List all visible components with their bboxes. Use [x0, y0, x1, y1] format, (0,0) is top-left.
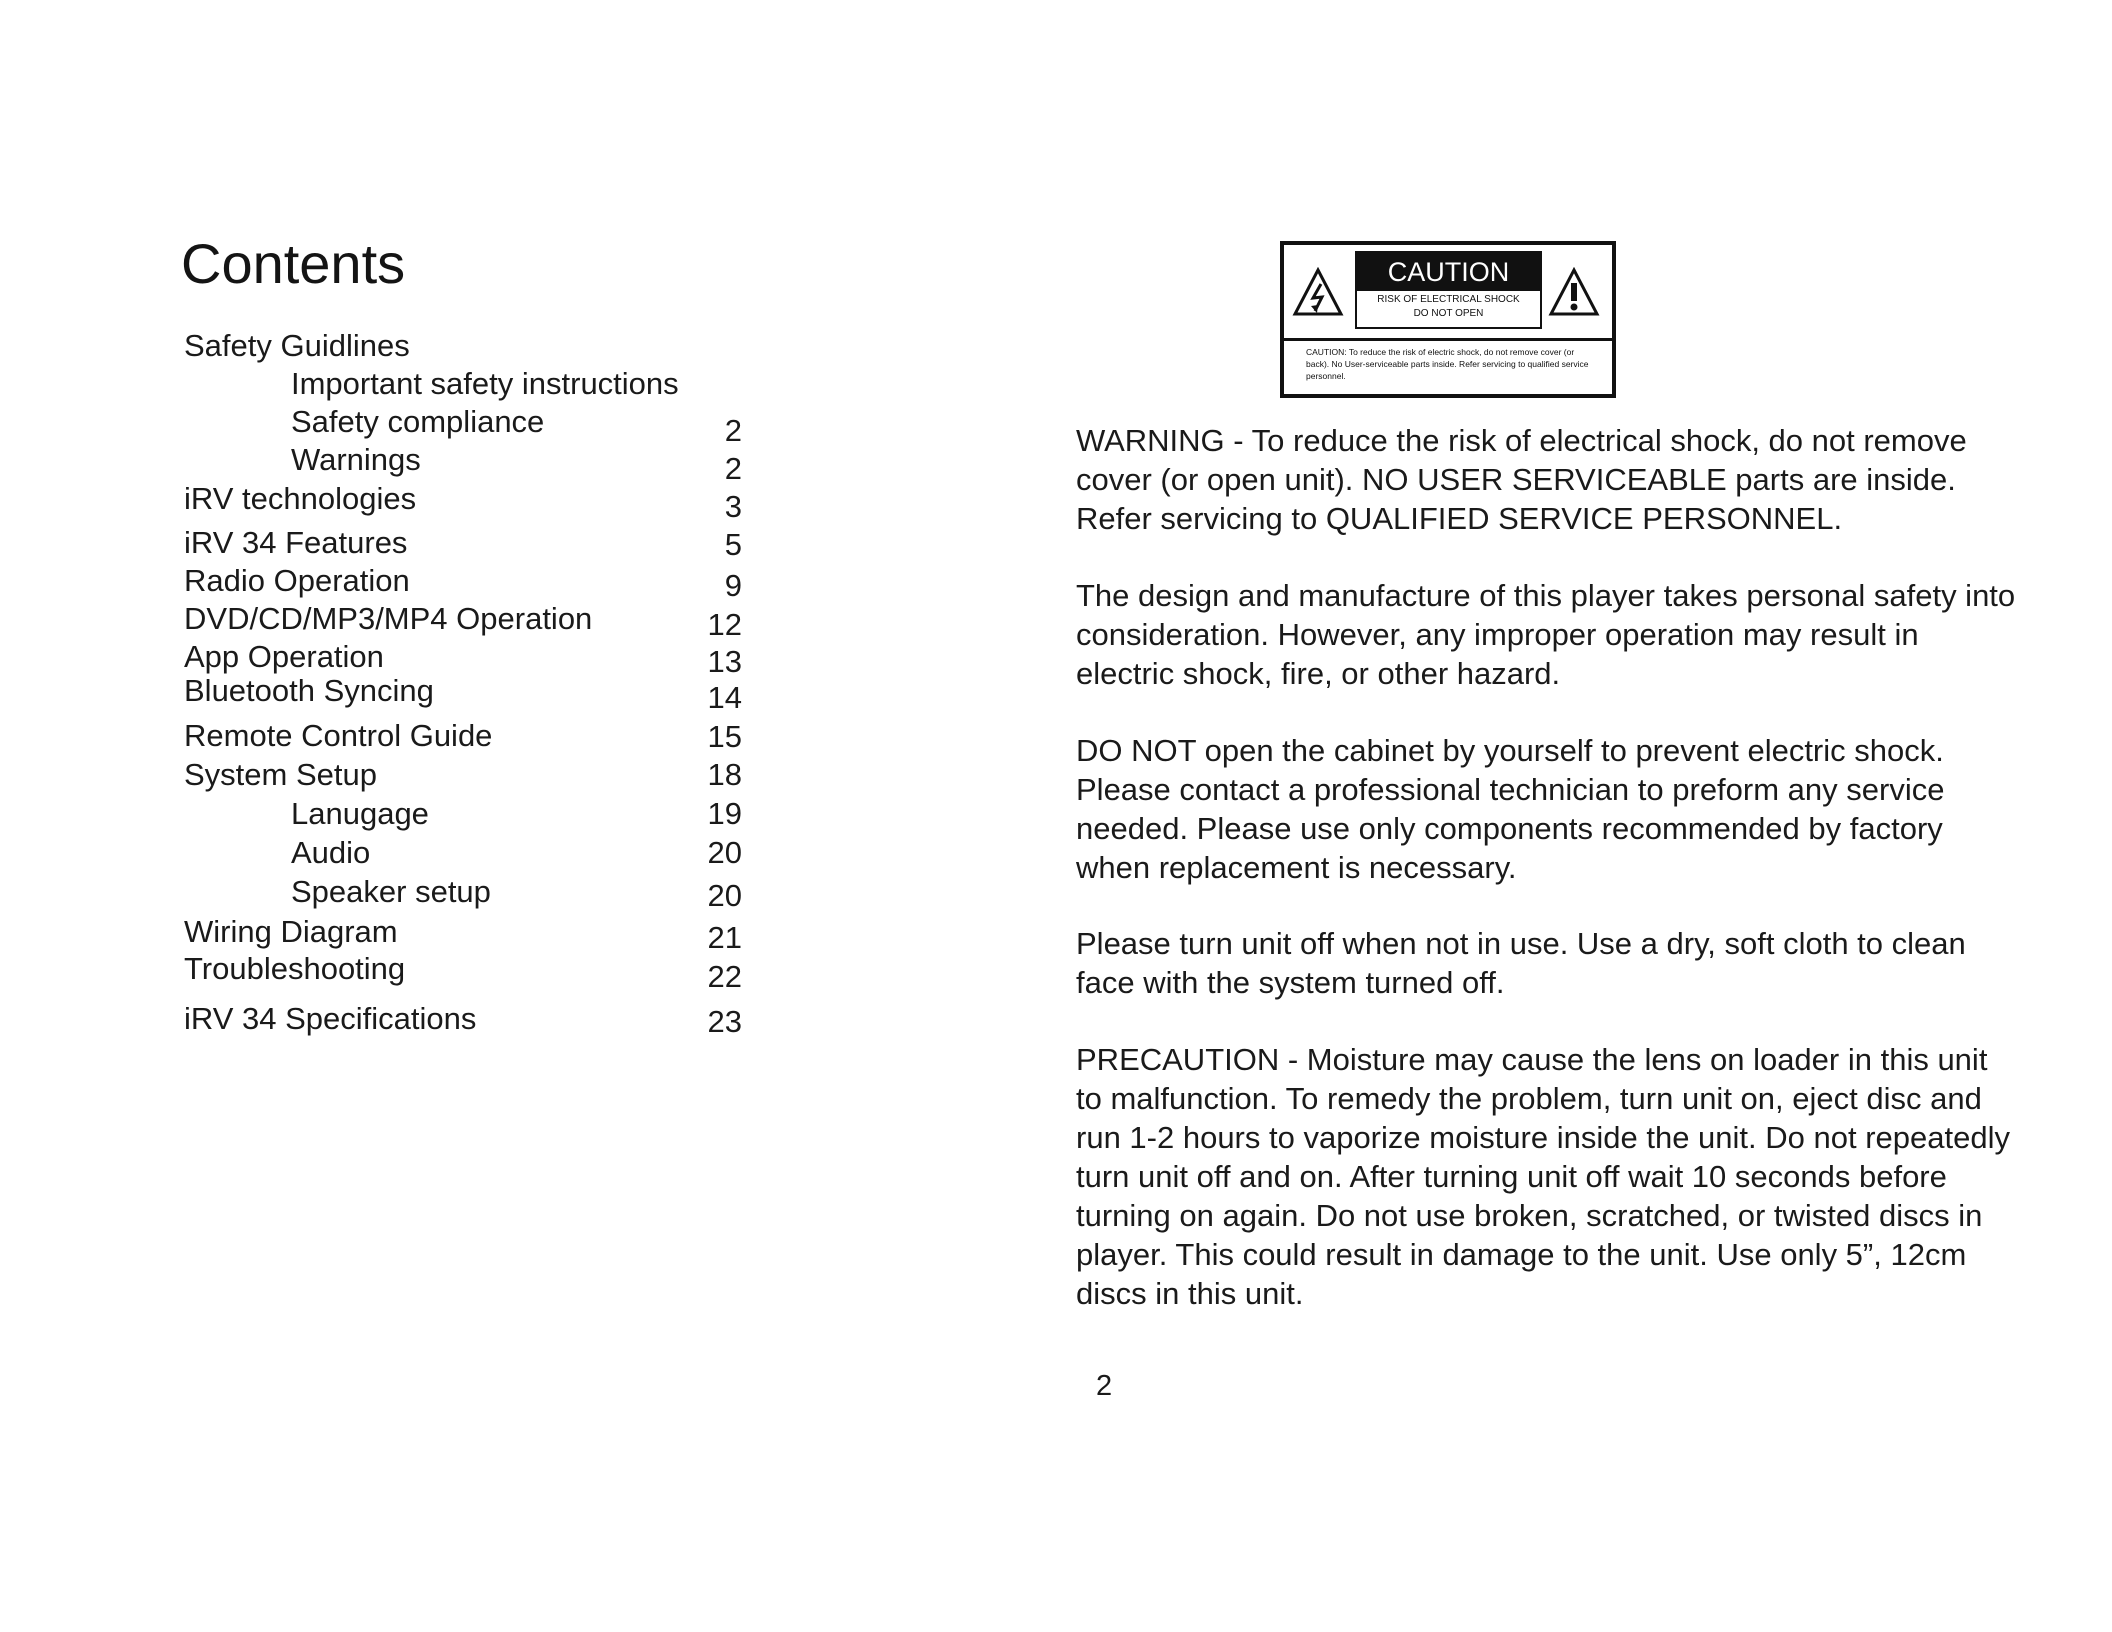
toc-entry-safety-compliance: Safety compliance — [291, 404, 545, 439]
lightning-bolt-triangle-icon — [1292, 267, 1344, 317]
toc-entry-safety-guidelines: Safety Guidlines — [184, 328, 410, 363]
caution-subtext-line2: DO NOT OPEN — [1413, 308, 1484, 319]
toc-entry-important-safety-instructions: Important safety instructions — [291, 366, 679, 401]
toc-entry-speaker-setup: Speaker setup — [291, 874, 491, 909]
toc-page-irv34-features: 5 — [724, 527, 742, 562]
toc-page-safety-compliance: 2 — [724, 413, 742, 448]
caution-subtext — [1357, 293, 1540, 321]
warning-paragraph: WARNING - To reduce the risk of electrical shock, do not remove cover (or open unit). NO USER SERVICEABLE parts are inside. Refer servicing to QUALIFIED SERVICE PERSONNEL. — [1076, 423, 1967, 536]
toc-entry-irv-technologies: iRV technologies — [184, 481, 417, 516]
caution-heading: CAUTION — [1357, 253, 1540, 291]
toc-entry-warnings: Warnings — [291, 442, 421, 477]
toc-entry-bluetooth-syncing: Bluetooth Syncing — [184, 673, 434, 708]
precaution-paragraph: PRECAUTION - Moisture may cause the lens on loader in this unit to malfunction. To remedy the problem, turn unit on, eject disc and run 1-2 hours to vaporize moisture inside the unit. Do not repeatedly turn unit off and on. After turning unit off wait 10 seconds before turning on again. Do not use broken, scratched, or twisted discs in player. This could result in damage to the unit. Use only 5”, 12cm discs in this unit. — [1076, 1042, 2010, 1311]
toc-entry-dvd-cd-mp3-mp4-operation: DVD/CD/MP3/MP4 Operation — [184, 601, 593, 636]
toc-entry-wiring-diagram: Wiring Diagram — [184, 914, 398, 949]
toc-page-radio-operation: 9 — [724, 568, 742, 603]
contents-title: Contents — [181, 232, 406, 295]
caution-subtext-line1: RISK OF ELECTRICAL SHOCK — [1377, 294, 1520, 305]
caution-center-box — [1355, 251, 1542, 329]
toc-page-irv-technologies: 3 — [724, 489, 742, 524]
toc-entry-language: Lanugage — [291, 796, 429, 831]
toc-entry-troubleshooting: Troubleshooting — [184, 951, 406, 986]
toc-page-audio: 20 — [707, 835, 742, 870]
toc-page-wiring-diagram: 21 — [707, 920, 742, 955]
toc-entry-irv34-specifications: iRV 34 Specifications — [184, 1001, 477, 1036]
toc-entry-system-setup: System Setup — [184, 757, 377, 792]
toc-entry-audio: Audio — [291, 835, 371, 870]
toc-entry-radio-operation: Radio Operation — [184, 563, 410, 598]
toc-page-bluetooth-syncing: 14 — [707, 680, 742, 715]
toc-page-dvd-cd-mp3-mp4-operation: 12 — [707, 607, 742, 642]
toc-page-troubleshooting: 22 — [707, 959, 742, 994]
toc-page-app-operation: 13 — [707, 644, 742, 679]
toc-entry-app-operation: App Operation — [184, 639, 384, 674]
caution-label — [1280, 241, 1616, 398]
toc-page-speaker-setup: 20 — [707, 878, 742, 913]
toc-page-system-setup: 18 — [707, 757, 742, 792]
caution-fine-print: CAUTION: To reduce the risk of electric shock, do not remove cover (or back). No User-serviceable parts inside. Refer servicing to qualified service personnel. — [1306, 347, 1589, 381]
page-number: 2 — [1096, 1370, 1113, 1402]
toc-page-irv34-specifications: 23 — [707, 1004, 742, 1039]
exclamation-triangle-icon — [1548, 267, 1600, 317]
cabinet-paragraph: DO NOT open the cabinet by yourself to prevent electric shock. Please contact a professional technician to preform any service needed. Please use only components recommended by factory when replacement is necessary. — [1076, 733, 1945, 885]
toc-entry-irv34-features: iRV 34 Features — [184, 525, 408, 560]
toc-page-remote-control-guide: 15 — [707, 719, 742, 754]
power-off-paragraph: Please turn unit off when not in use. Use a dry, soft cloth to clean face with the system turned off. — [1076, 926, 1966, 1000]
toc-page-language: 19 — [707, 796, 742, 831]
design-paragraph: The design and manufacture of this player takes personal safety into consideration. However, any improper operation may result in electric shock, fire, or other hazard. — [1076, 578, 2016, 691]
toc-page-warnings: 2 — [724, 451, 742, 486]
toc-entry-remote-control-guide: Remote Control Guide — [184, 718, 493, 753]
caution-label-header — [1284, 245, 1612, 341]
